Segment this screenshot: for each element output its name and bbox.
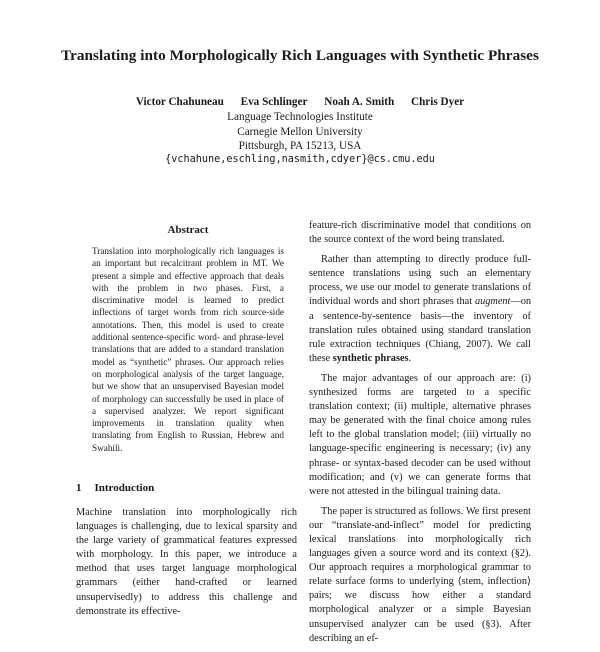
- abstract-column: [89, 219, 287, 454]
- section-title: Introduction: [94, 482, 155, 494]
- introduction-body: [76, 506, 297, 619]
- affiliation-email: {vchahune,eschling,nasmith,cdyer}@cs.cmu.edu: [165, 154, 435, 165]
- abstract-text: Translation into morphologically rich languages is an important but recalcitrant problem in MT. We present a simple and effective approach that deals with the problem in two phases. First, a discriminative model is learned to predict inflections of target words from rich source-side annotations. Then, this model is used to create additional sentence-specific word- and phrase-level translations that are added to a standard translation model as “synthetic” phrases. Our approach relies on morphological analysis of the target language, but we show that an unsupervised Bayesian model of morphology can successfully be used in place of a supervised analyzer. We report significant improvements in translation quality when translating from English to Russian, Hebrew and Swahili.: [92, 246, 284, 453]
- text-run: Rather than attempting to directly produce full-sentence translations using such an elementary process, we use our model to generate translations of individual words and short phrases that: [309, 254, 531, 308]
- paragraph: feature-rich discriminative model that conditions on the source context of the word being translated.: [309, 220, 531, 246]
- introduction-text: Machine translation into morphologically rich languages is challenging, due to lexical sparsity and the large variety of grammatical features expressed with morphology. In this paper, we introduce a method that uses target language morphological grammars (either hand-crafted or learned unsupervisedly) to address this challenge and demonstrate its effective-: [76, 507, 297, 617]
- text-run: —on a sentence-by-sentence basis—the inventory of translation rules obtained using standard translation rule extraction techniques (Chiang, 2007). We call these: [309, 296, 531, 364]
- emphasis-text: augment: [474, 296, 511, 308]
- author-name: Eva Schlinger: [240, 96, 308, 108]
- paragraph: The paper is structured as follows. We first present our “translate-and-inflect” model for predicting lexical translations into morphologically rich languages given a source word and its context (§2). Our approach requires a morphological grammar to relate surface forms to underlying ⟨stem, inflection⟩ pairs; we discuss how either a standard morphological analyzer or a simple Bayesian unsupervised analyzer can be used (§3). After describing an ef-: [309, 505, 531, 644]
- author-name: Chris Dyer: [411, 96, 465, 108]
- text-run: .: [408, 352, 412, 364]
- section-number: 1: [76, 482, 82, 494]
- paragraph: The major advantages of our approach are: (i) synthesized forms are targeted to a specific translation context; (ii) multiple, alternative phrases may be generated with the final choice among rules left to the global translation model; (iii) virtually no language-specific engineering is necessary; (iv) any phrase- or syntax-based decoder can be used without modification; and (v) we can generate forms that were not attested in the bilingual training data.: [309, 372, 531, 497]
- affiliation-institute: Language Technologies Institute: [227, 111, 373, 123]
- author-name: Noah A. Smith: [324, 96, 395, 108]
- bold-term: synthetic phrases: [332, 352, 409, 364]
- paper-title: Translating into Morphologically Rich Languages with Synthetic Phrases: [61, 47, 539, 64]
- affiliation-university: Carnegie Mellon University: [237, 125, 363, 138]
- author-list: [0, 96, 600, 108]
- abstract-body: [89, 245, 287, 454]
- affiliation-address: Pittsburgh, PA 15213, USA: [238, 140, 362, 152]
- section-heading: [76, 482, 154, 494]
- paragraph: [309, 253, 531, 366]
- right-column: [309, 219, 531, 652]
- author-name: Victor Chahuneau: [135, 96, 224, 108]
- abstract-heading: Abstract: [167, 224, 209, 236]
